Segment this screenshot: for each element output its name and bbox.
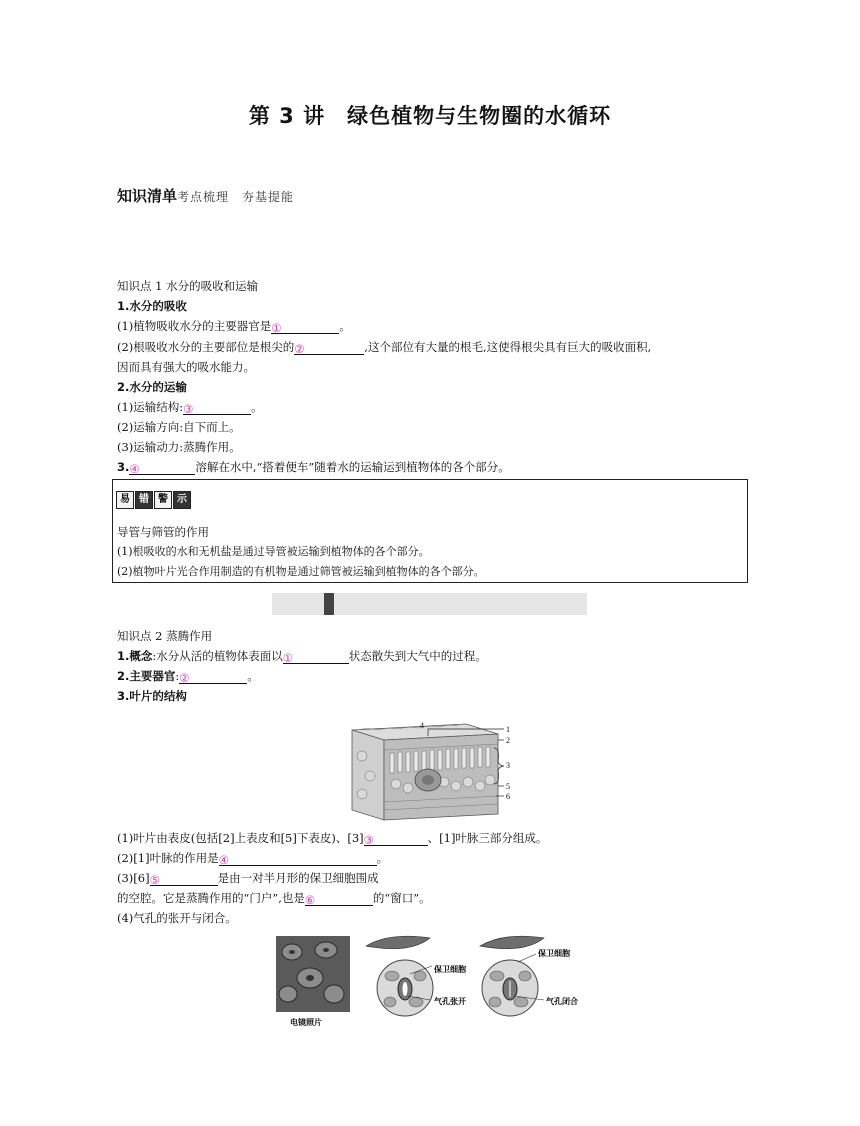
fill-blank[interactable] xyxy=(305,892,373,906)
badge-char: 易 xyxy=(116,491,134,509)
warning-line2: (2)植物叶片光合作用制造的有机物是通过筛管被运输到植物体的各个部分。 xyxy=(117,565,485,578)
badge-char: 错 xyxy=(135,491,153,509)
guard-cell-label-2: 保卫细胞 xyxy=(538,949,570,958)
text: (2)[1]叶脉的作用是 xyxy=(117,851,219,865)
k1-s2-line1 xyxy=(117,399,263,415)
fill-blank[interactable] xyxy=(179,670,247,684)
blank-number: ② xyxy=(294,342,305,356)
fill-blank[interactable] xyxy=(364,832,428,846)
k1-s1-line2 xyxy=(117,339,651,355)
blank-number: ① xyxy=(271,321,282,335)
warning-title: 导管与筛管的作用 xyxy=(117,525,209,539)
stoma-figure xyxy=(270,932,590,1030)
text: 1.概念 xyxy=(117,649,153,663)
text: (3)[6] xyxy=(117,871,150,885)
text: 状态散失到大气中的过程。 xyxy=(348,649,487,663)
k1-s1-line1 xyxy=(117,318,351,334)
text: 的空腔。它是蒸腾作用的“门户”,也是 xyxy=(117,891,305,905)
k1-s2-line2: (2)运输方向:自下而上。 xyxy=(117,420,241,434)
text: (1)叶片由表皮(包括[2]上表皮和[5]下表皮)、[3] xyxy=(117,831,364,845)
page-title: 第 3 讲 绿色植物与生物圈的水循环 xyxy=(248,104,612,128)
k2-organ xyxy=(117,668,259,684)
text: 的“窗口”。 xyxy=(372,891,431,905)
k1-s2-title: 2.水分的运输 xyxy=(117,380,187,394)
k1-s1-line3: 因而具有强大的吸水能力。 xyxy=(117,360,255,374)
text: 溶解在水中,“搭着便车”随着水的运输运到植物体的各个部分。 xyxy=(195,460,510,474)
fill-blank[interactable] xyxy=(183,401,251,415)
text: (2)根吸收水分的主要部位是根尖的 xyxy=(117,340,295,354)
text: 2.主要器官 xyxy=(117,669,176,683)
text: (1)植物吸收水分的主要器官是 xyxy=(117,319,272,333)
section-header-main: 知识清单 xyxy=(117,187,178,205)
text: :水分从活的植物体表面以 xyxy=(152,649,283,663)
fill-blank[interactable] xyxy=(150,872,218,886)
stoma-open-label: 气孔张开 xyxy=(434,997,466,1006)
blank-number: ③ xyxy=(363,833,374,847)
fill-blank[interactable] xyxy=(294,341,364,355)
text: 。 xyxy=(247,669,259,683)
k1-s3-line xyxy=(117,459,510,475)
blank-number: ④ xyxy=(218,853,229,867)
divider-marker xyxy=(324,593,334,615)
blank-number: ⑥ xyxy=(304,893,316,907)
fill-blank[interactable] xyxy=(219,852,377,866)
text: ,这个部位有大量的根毛,这使得根尖具有巨大的吸收面积, xyxy=(364,340,652,354)
blank-number: ③ xyxy=(183,402,194,416)
text: : xyxy=(175,669,180,683)
text: 。 xyxy=(339,319,351,333)
fill-blank[interactable] xyxy=(283,650,349,664)
text: 是由一对半月形的保卫细胞围成 xyxy=(217,871,379,885)
section-header-sub: 考点梳理 夯基提能 xyxy=(177,190,295,204)
k2-para4: (4)气孔的张开与闭合。 xyxy=(117,911,237,925)
leaf-label-3: 3 xyxy=(506,761,510,770)
text: 。 xyxy=(251,400,263,414)
k1-heading: 知识点 1 水分的吸收和运输 xyxy=(117,279,259,293)
leaf-label-5: 5 xyxy=(506,782,510,791)
leaf-label-4: 4 xyxy=(420,721,424,730)
blank-number: ⑤ xyxy=(149,873,160,887)
fill-blank[interactable] xyxy=(271,320,339,334)
k2-leaf-structure-title: 3.叶片的结构 xyxy=(117,689,187,703)
k2-para3-cont xyxy=(117,890,431,906)
fill-blank[interactable] xyxy=(129,461,195,475)
warning-badge xyxy=(116,491,191,509)
divider-bar xyxy=(272,593,587,615)
text: 、[1]叶脉三部分组成。 xyxy=(427,831,548,845)
k1-s2-line3: (3)运输动力:蒸腾作用。 xyxy=(117,440,241,454)
k1-s1-title: 1.水分的吸收 xyxy=(117,299,187,313)
leaf-label-1: 1 xyxy=(506,725,510,734)
blank-number: ② xyxy=(179,671,190,685)
text: 3. xyxy=(117,460,130,474)
leaf-cross-section-figure xyxy=(348,716,518,822)
k2-heading: 知识点 2 蒸腾作用 xyxy=(117,629,213,643)
section-header xyxy=(117,185,294,206)
k2-para3 xyxy=(117,870,379,886)
stoma-photo-caption: 电镜照片 xyxy=(290,1018,322,1027)
k2-para1 xyxy=(117,830,547,846)
blank-number: ④ xyxy=(129,462,140,476)
text: (1)运输结构: xyxy=(117,400,184,414)
k2-para2 xyxy=(117,850,388,866)
badge-char: 示 xyxy=(173,491,191,509)
leaf-label-6: 6 xyxy=(506,792,510,801)
badge-char: 警 xyxy=(154,491,172,509)
k2-concept xyxy=(117,648,487,664)
guard-cell-label-1: 保卫细胞 xyxy=(434,965,466,974)
warning-line1: (1)根吸收的水和无机盐是通过导管被运输到植物体的各个部分。 xyxy=(117,545,430,558)
blank-number: ① xyxy=(282,651,294,665)
text: 。 xyxy=(376,851,389,865)
leaf-label-2: 2 xyxy=(506,736,510,745)
stoma-closed-label: 气孔闭合 xyxy=(546,997,578,1006)
